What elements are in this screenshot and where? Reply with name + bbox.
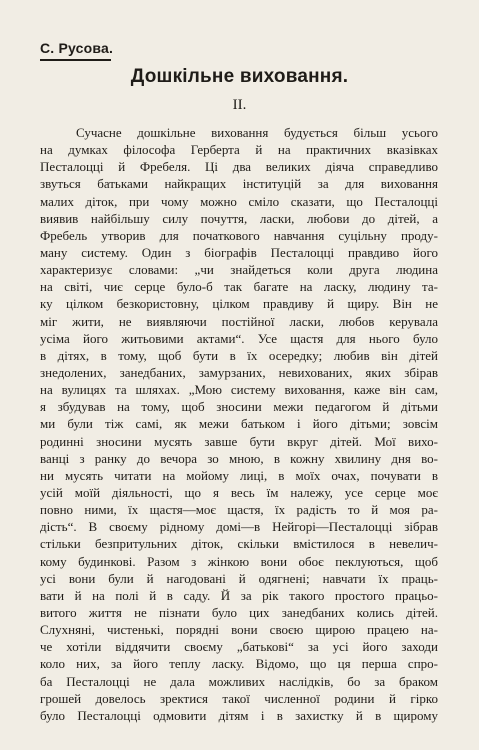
- text-line: витого життя не пізнати було цих занедбаних колись дітей.: [40, 604, 438, 620]
- text-line: усій моїй діяльності, що я весь їм належу, усе серце моє: [40, 484, 438, 500]
- text-line: в дітях, в тому, щоб бути в їх осередку; любив він дітей: [40, 347, 438, 363]
- text-line: Слухняні, чистенькі, порядні вони своєю щирою працею на-: [40, 622, 438, 638]
- text-line: родинні зносини мусять завше бути вкруг дітей. Мої вихо-: [40, 433, 438, 449]
- text-line: дість“. В своєму рідному домі—в Нейгорі—Песталоцці зібрав: [40, 519, 438, 535]
- text-line: я збудував на тому, щоб зносини межи педагогом й дітьми: [40, 399, 438, 415]
- text-line: усіма його житьовими актами“. Усе щастя для нього було: [40, 330, 438, 346]
- body-text: [40, 124, 438, 724]
- text-line: вати й на полі й в саду. Й за рік такого простого працьо-: [40, 587, 438, 603]
- text-line: ману систему. Один з біографів Песталоцці правдиво його: [40, 244, 438, 260]
- article-title: Дошкільне виховання.: [130, 66, 349, 87]
- text-line: на думках філософа Герберта й на практичних вказівках: [40, 142, 438, 158]
- running-header: [40, 40, 114, 61]
- author-name: С. Русова.: [40, 40, 114, 56]
- text-line: усі вони були й нагодовані й одягнені; навчати їх праць-: [40, 570, 438, 586]
- text-line: на світі, чиє серце було-б так багате на ласку, людину та-: [40, 279, 438, 295]
- section-number: II.: [232, 97, 247, 113]
- text-line: звуться батьками найкращих інституцій за для виховання: [40, 176, 438, 192]
- text-line: ни мусять читати на мойому лиці, в моїх очах, почувати в: [40, 467, 438, 483]
- text-line: ми були тіж самі, як межи батьком і його дітьми; зовсім: [40, 416, 438, 432]
- text-line: міг жити, не виявляючи постійної ласки, любов керувала: [40, 313, 438, 329]
- text-line: ба Песталоцці не дала можливих наслідків, бо за браком: [40, 673, 438, 689]
- text-line: ванці з ранку до вечора зо мною, в кожну хвилину дня во-: [40, 450, 438, 466]
- header-underline: [40, 59, 111, 61]
- text-line: кому будинкові. Разом з жінкою вони обоє пеклуються, щоб: [40, 553, 438, 569]
- text-line: ку цілком безкористовну, цілком правдиву й щиру. Він не: [40, 296, 438, 312]
- text-line: стільки безпритульних діток, скільки вмістилося в невелич-: [40, 536, 438, 552]
- text-line: на вулицях та шляхах. „Мою систему виховання, каже він сам,: [40, 382, 438, 398]
- text-line: виявив найбільшу силу почуття, ласки, любови до дітей, а: [40, 210, 438, 226]
- text-line: Фребель утворив для початкового навчання суцільну проду-: [40, 227, 438, 243]
- text-line: було Песталоцці одмовити дітям і в захистку й в щирому: [40, 707, 438, 723]
- text-line: че хотіли віддячити своєму „батькові“ за усі його заходи: [40, 639, 438, 655]
- text-line: грошей довелось зректися такої численної родини й гірко: [40, 690, 438, 706]
- text-line: Сучасне дошкільне виховання будується більш усього: [76, 125, 438, 140]
- text-line: малих діток, при чому можно сміло сказати, що Песталоцці: [40, 193, 438, 209]
- text-line: повно ними, їх щастя—моє щастя, їх радість то й моя ра-: [40, 502, 438, 518]
- text-line: коло них, за його теплу ласку. Відомо, що ця перша спро-: [40, 656, 438, 672]
- text-line: Песталоцці й Фребеля. Ці два великих діяча справедливо: [40, 159, 438, 175]
- text-line: знедолених, занедбаних, замурзаних, невихованих, яких збірав: [40, 364, 438, 380]
- text-line: характеризує словами: „чи знайдеться коли друга людина: [40, 262, 438, 278]
